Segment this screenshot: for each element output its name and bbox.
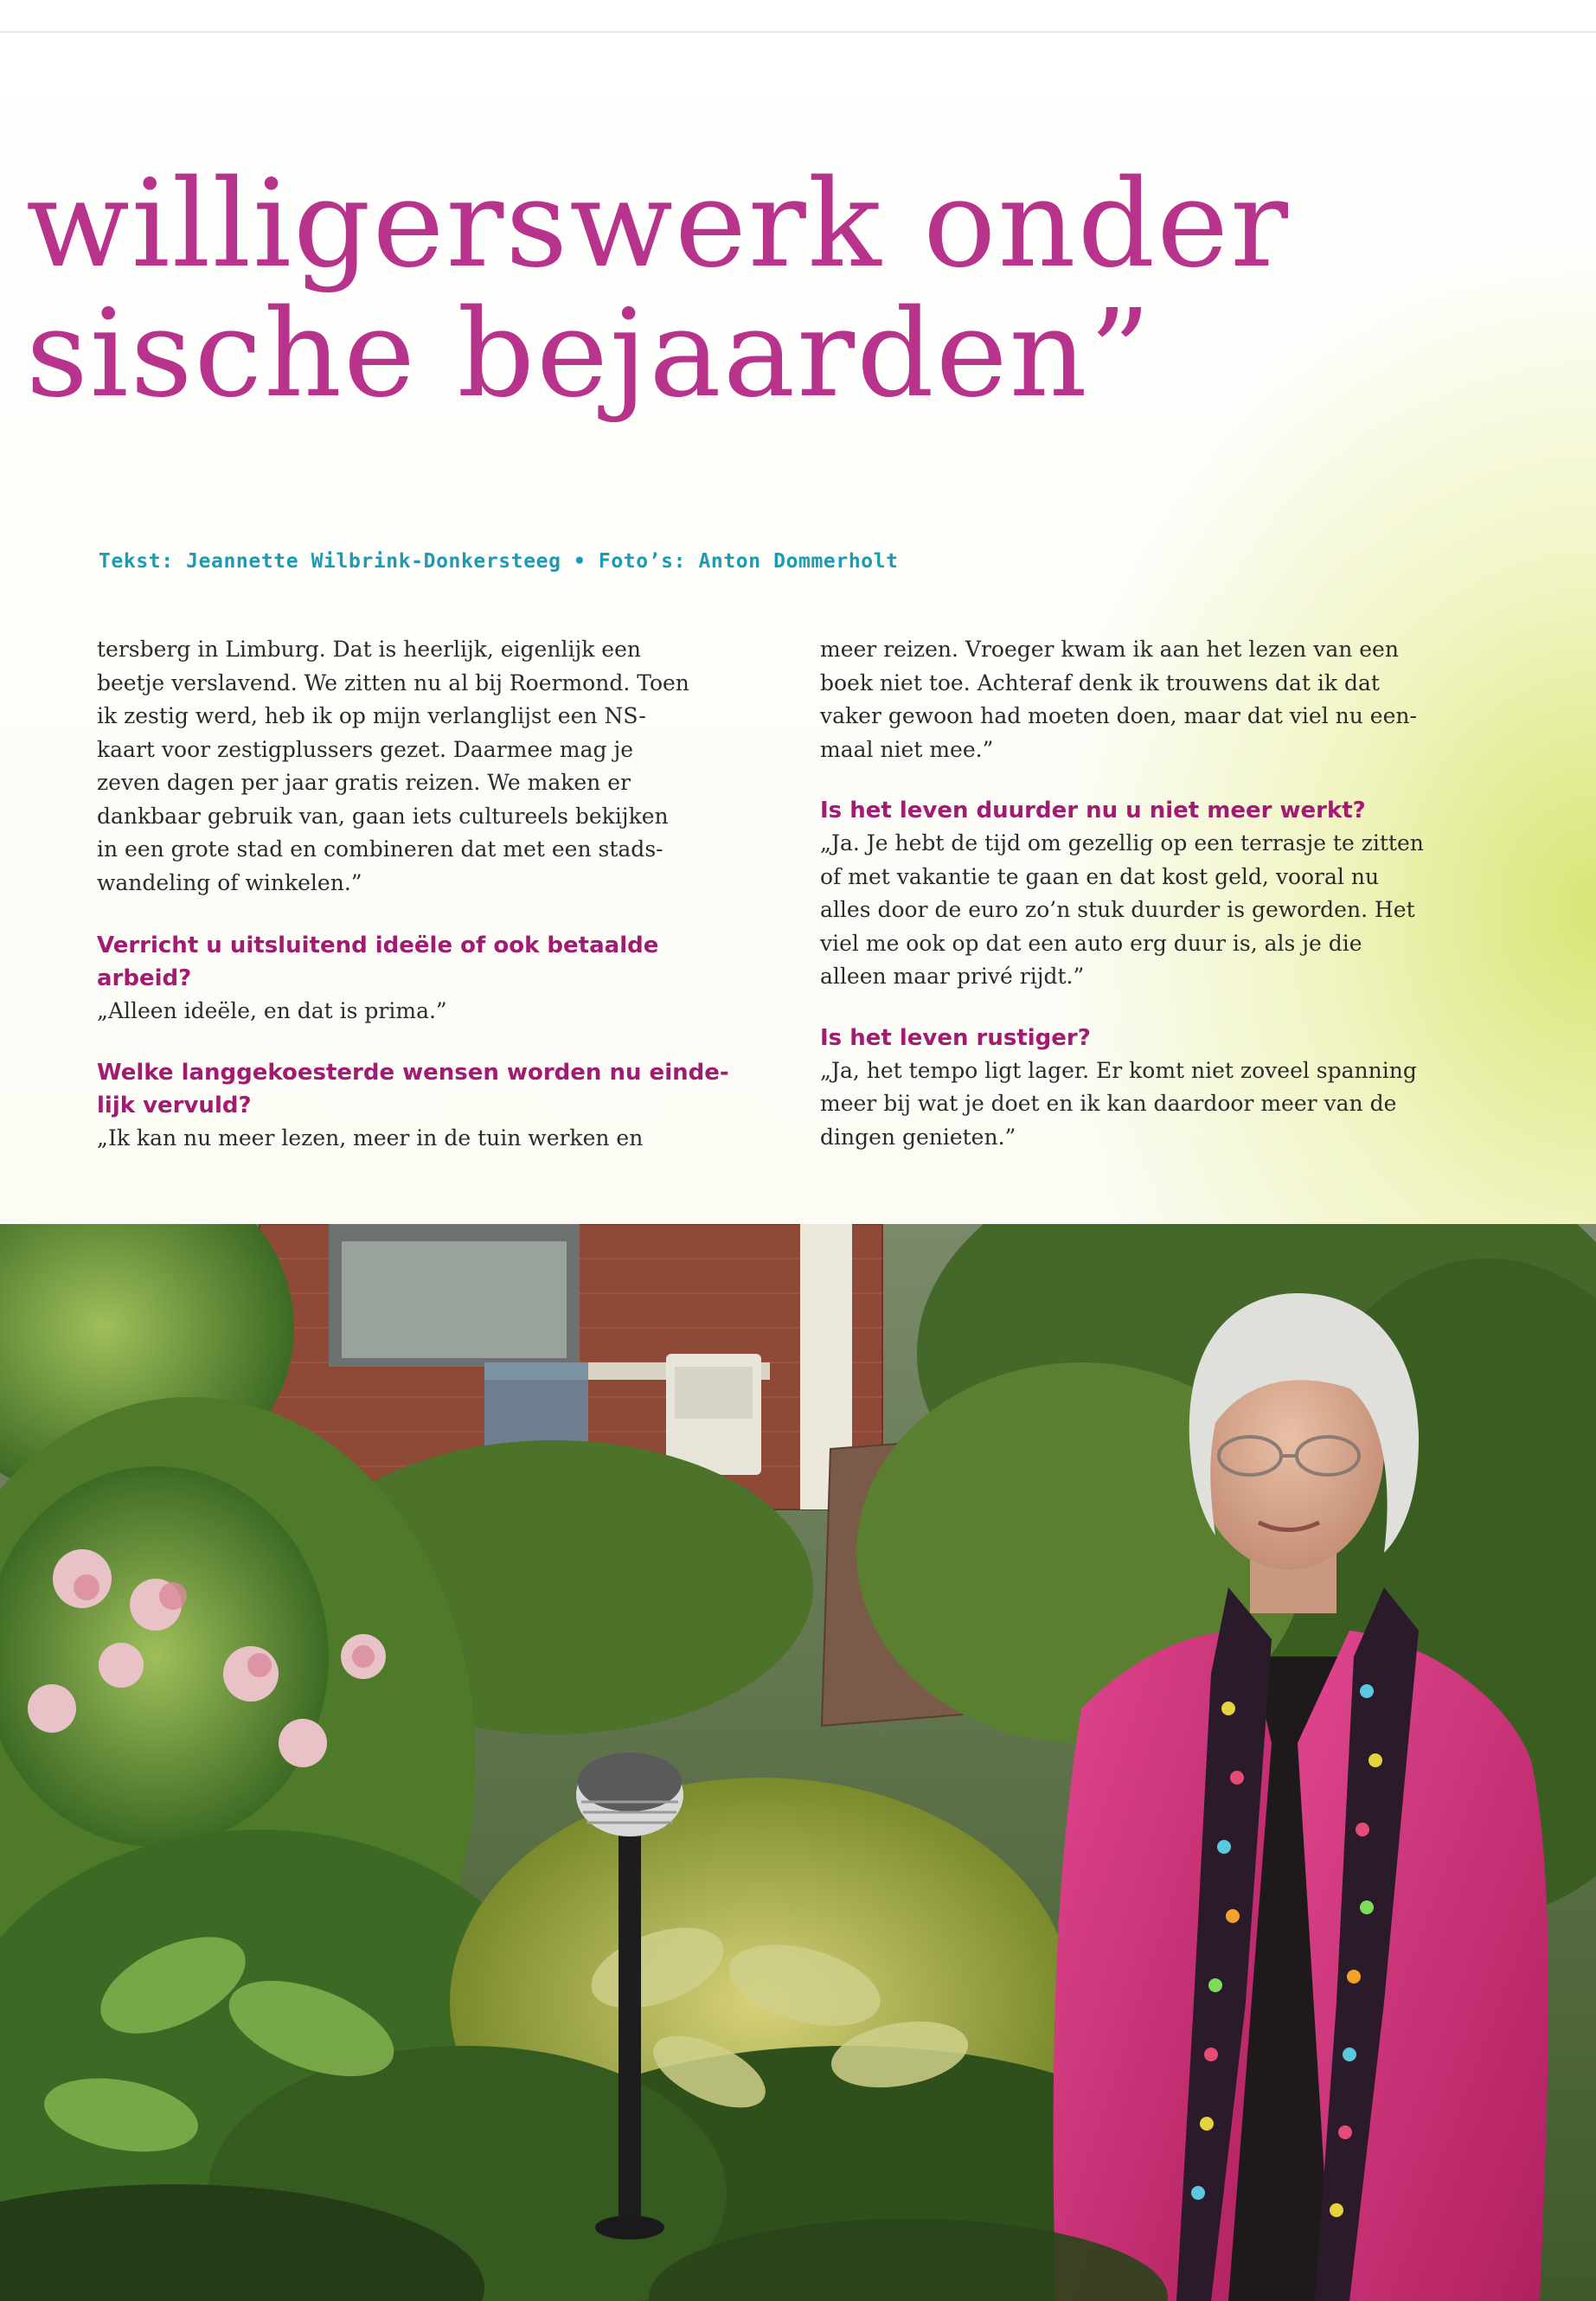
left-intro-paragraph	[97, 633, 754, 900]
text-line: tersberg in Limburg. Dat is heerlijk, eigenlijk een	[97, 637, 641, 662]
article-headline	[26, 154, 1290, 425]
text-line: dingen genieten.”	[820, 1124, 1016, 1150]
answer-paragraph	[820, 1054, 1477, 1155]
question-heading	[97, 929, 754, 995]
text-line: arbeid?	[97, 965, 192, 991]
left-text-column	[97, 633, 754, 1155]
text-line: Verricht u uitsluitend ideële of ook betaalde	[97, 933, 659, 958]
text-line: Welke langgekoesterde wensen worden nu einde-	[97, 1059, 729, 1086]
question-heading: Is het leven rustiger?	[820, 1024, 1091, 1051]
text-line: boek niet toe. Achteraf denk ik trouwens dat ik dat	[820, 670, 1380, 695]
answer-paragraph: „Alleen ideële, en dat is prima.”	[97, 998, 447, 1023]
text-line: „Ja, het tempo ligt lager. Er komt niet zoveel spanning	[820, 1057, 1417, 1083]
question-heading	[97, 1056, 754, 1122]
text-line: meer bij wat je doet en ik kan daardoor meer van de	[820, 1091, 1397, 1116]
text-line: lijk vervuld?	[97, 1092, 252, 1118]
text-line: alles door de euro zo’n stuk duurder is geworden. Het	[820, 897, 1415, 922]
article-credits: Tekst: Jeannette Wilbrink-Donkersteeg • Foto’s: Anton Dommerholt	[99, 550, 899, 573]
headline-line-2: sische bejaarden”	[26, 284, 1153, 425]
text-line: meer reizen. Vroeger kwam ik aan het lezen van een	[820, 637, 1399, 662]
text-line: zeven dagen per jaar gratis reizen. We maken er	[97, 770, 631, 795]
question-heading: Is het leven duurder nu u niet meer werkt?	[820, 798, 1366, 824]
photo-illustration	[0, 1224, 1596, 2301]
text-line: of met vakantie te gaan en dat kost geld, vooral nu	[820, 863, 1380, 889]
text-line: „Ja. Je hebt de tijd om gezellig op een terrasje te zitten	[820, 830, 1424, 856]
text-line: viel me ook op dat een auto erg duur is, als je die	[820, 930, 1362, 956]
top-rule	[0, 31, 1596, 33]
text-line: ik zestig werd, heb ik op mijn verlanglijst een NS-	[97, 703, 646, 728]
headline-line-1: willigerswerk onder	[26, 154, 1290, 295]
right-text-column	[820, 633, 1477, 1154]
answer-paragraph: „Ik kan nu meer lezen, meer in de tuin werken en	[97, 1125, 644, 1150]
text-line: beetje verslavend. We zitten nu al bij Roermond. Toen	[97, 670, 689, 695]
text-line: in een grote stad en combineren dat met een stads-	[97, 836, 663, 862]
right-intro-paragraph	[820, 633, 1477, 766]
answer-paragraph	[820, 827, 1477, 994]
text-line: wandeling of winkelen.”	[97, 869, 362, 895]
text-line: vaker gewoon had moeten doen, maar dat viel nu een-	[820, 703, 1417, 728]
text-line: alleen maar privé rijdt.”	[820, 964, 1085, 989]
text-line: kaart voor zestigplussers gezet. Daarmee mag je	[97, 736, 634, 762]
text-line: dankbaar gebruik van, gaan iets cultureels bekijken	[97, 803, 669, 829]
garden-portrait-photo	[0, 1224, 1596, 2301]
text-line: maal niet mee.”	[820, 736, 994, 762]
